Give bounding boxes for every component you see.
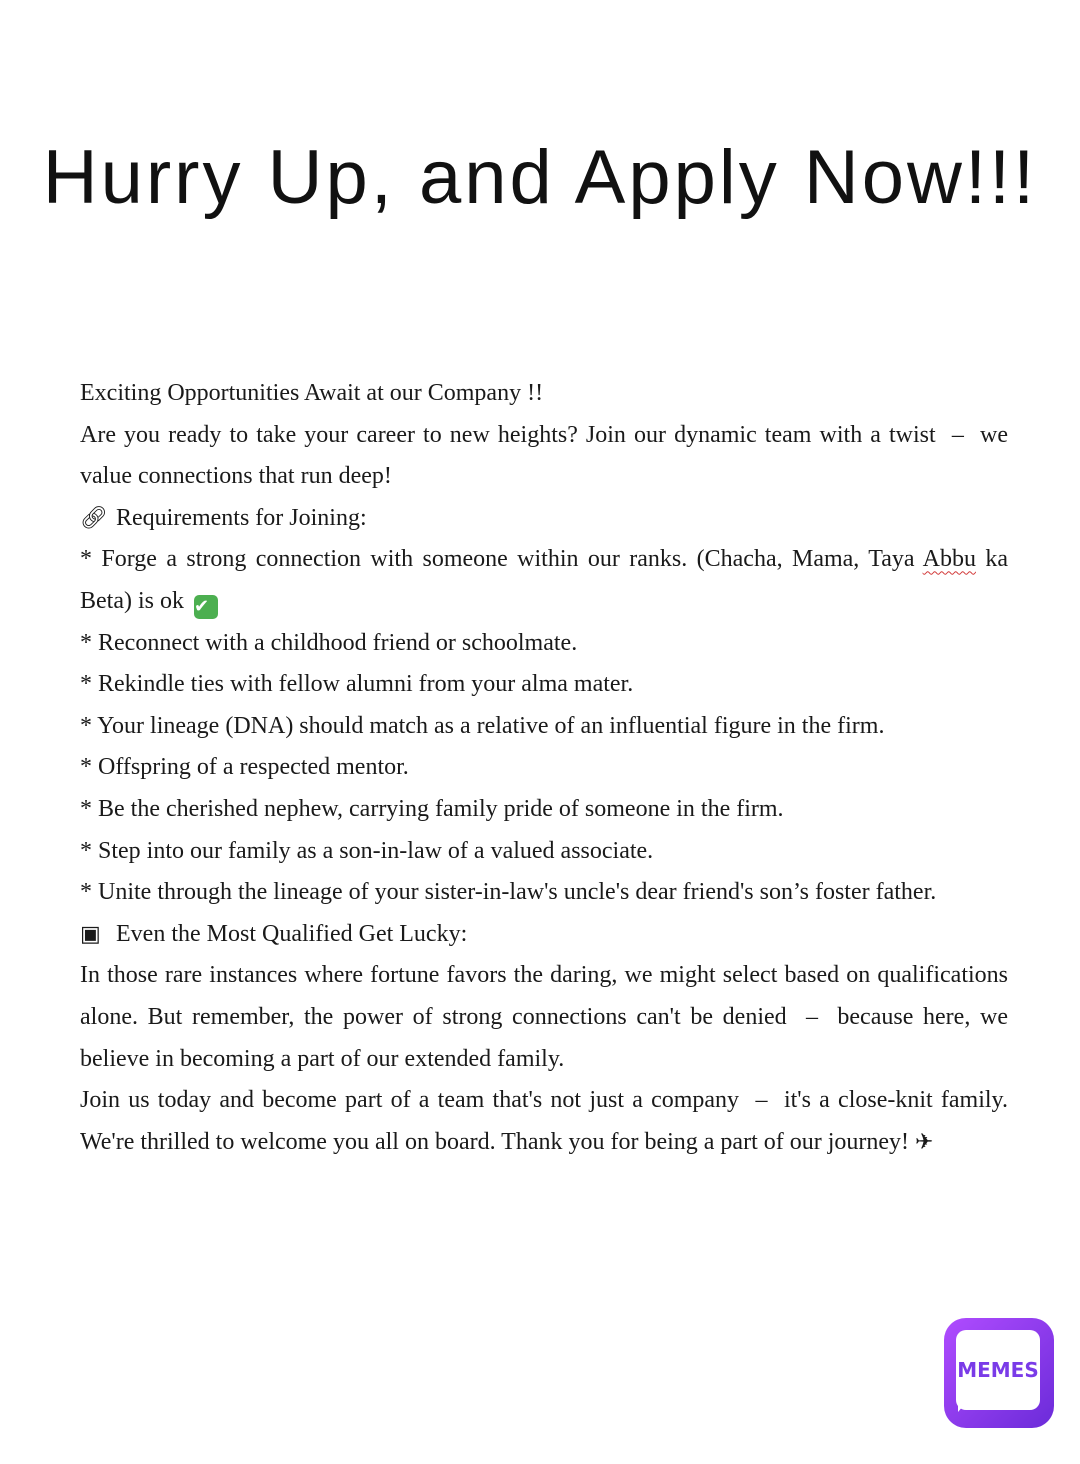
requirements-heading-label: Requirements for Joining: — [116, 504, 367, 531]
rocket-icon: ✈ — [915, 1129, 934, 1155]
link-icon: 🔗︎ — [80, 505, 108, 531]
closing-text: Join us today and become part of a team that's not just a company – it's a close-knit family. We're thrilled to welcome you all on board. Thank you for being a part of our journey! — [80, 1087, 1008, 1155]
requirement-item: * Reconnect with a childhood friend or schoolmate. — [80, 629, 578, 656]
requirement-item: * Your lineage (DNA) should match as a relative of an influential figure in the firm. — [80, 712, 885, 739]
logo-bubble-tail — [958, 1398, 980, 1412]
logo-text: MEMES — [957, 1358, 1039, 1382]
requirement-item: * Unite through the lineage of your sister-in-law's uncle's dear friend's son’s foster father. — [80, 879, 937, 906]
requirements-heading — [80, 498, 1008, 540]
qualified-heading-label: Even the Most Qualified Get Lucky: — [116, 920, 468, 947]
spellcheck-word: Abbu — [922, 546, 976, 573]
requirement-item: * Rekindle ties with fellow alumni from your alma mater. — [80, 671, 634, 698]
requirement-text: * Forge a strong connection with someone within our ranks. (Chacha, Mama, Taya — [80, 546, 923, 573]
page-title: Hurry Up, and Apply Now!!! — [42, 135, 1038, 220]
requirement-item: * Offspring of a respected mentor. — [80, 754, 409, 781]
post-body — [80, 373, 1008, 1163]
requirement-item — [80, 539, 1008, 622]
qualified-heading — [80, 914, 1008, 956]
briefcase-icon: ▣ — [80, 921, 101, 947]
intro-line: Exciting Opportunities Await at our Company !! — [80, 380, 544, 406]
requirement-text-end: ka Beta) is ok — [80, 546, 1008, 614]
memes-logo[interactable] — [944, 1318, 1054, 1428]
closing-paragraph — [80, 1080, 1008, 1163]
intro-paragraph: Are you ready to take your career to new heights? Join our dynamic team with a twist – we value connections that run deep! — [80, 421, 1008, 490]
requirement-item: * Step into our family as a son-in-law of a valued associate. — [80, 837, 654, 864]
qualified-paragraph: In those rare instances where fortune favors the daring, we might select based on qualifications alone. But remember, the power of strong connections can't be denied – because here, we believe in becoming a part of our extended family. — [80, 962, 1008, 1072]
requirement-item: * Be the cherished nephew, carrying family pride of someone in the firm. — [80, 795, 784, 822]
check-mark-icon: ✔ — [194, 595, 218, 619]
